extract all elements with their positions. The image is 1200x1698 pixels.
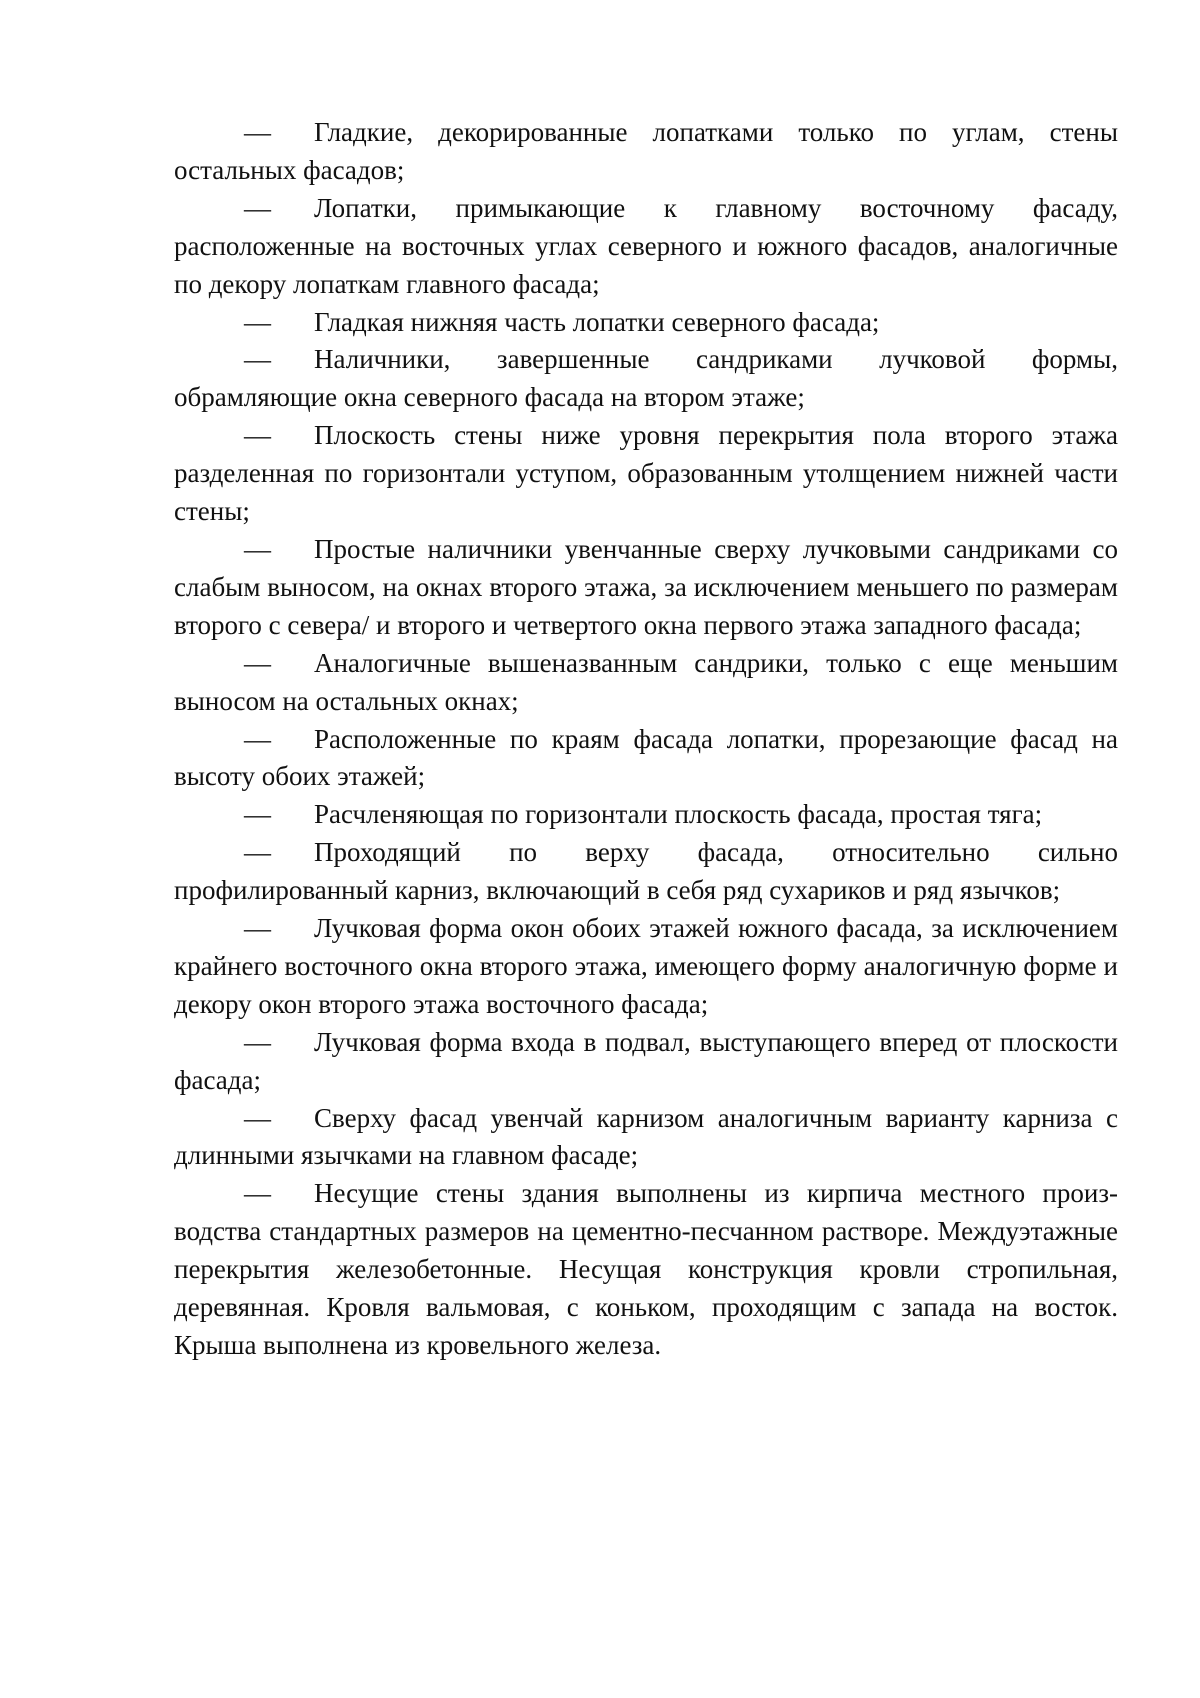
dash-marker: — [244,647,271,678]
list-item [174,417,1118,531]
list-item-text: Проходящий по верху фасада, относительно сильно профилированный карниз, включающий в себя ряд сухариков и ряд язычков; [174,837,1118,906]
list-item-text: Лучковая форма окон обоих этажей южного фасада, за исключением крайнего восточного окна второго этажа, имеющего форму аналогичную форме и декору окон второго этажа восточного фасада; [174,913,1118,1019]
dash-marker: — [244,1026,271,1057]
list-item [174,304,1118,342]
list-item-text: Плоскость стены ниже уровня перекрытия пола второго этажа разделенная по горизонтали уступом, образованным утолщением нижней части стены; [174,420,1118,527]
list-item-text: Лопатки, примыкающие к главному восточному фасаду, расположенные на восточных углах северного и южного фасадов, аналогичные по декору лопаткам главного фасада; [174,192,1118,299]
list-item [174,190,1118,304]
dash-marker: — [244,117,271,147]
dash-marker: — [244,1178,271,1209]
list-item-text: Расположенные по краям фасада лопатки, прорезающие фасад на высоту обоих этажей; [174,723,1118,792]
list-item-text: Сверху фасад увенчай карнизом аналогичным варианту карниза с длинными язычками на главном фасаде; [174,1102,1118,1171]
list-item [174,910,1118,1024]
list-item [174,1100,1118,1176]
list-item [174,1175,1118,1365]
list-item-text: Несущие стены здания выполнены из кирпича местного производства стандартных размеров на цементно-песчанном растворе. Междуэтажные перекрытия железобетонные. Несущая конструкция кровли стропильная, деревянная. Кровля вальмовая, с коньком, проходящим с запада на восток. Крыша выполнена из кровельного железа. [174,1178,1118,1360]
list-item-text: Наличники, завершенные сандриками лучковой формы, обрамляющие окна северного фасада на втором этаже; [174,344,1118,413]
dash-marker: — [244,344,271,375]
dash-marker: — [244,533,271,564]
dash-marker: — [244,837,271,868]
list-item-text: Гладкие, декорированные лопатками только по углам, стены остальных фасадов; [174,117,1118,185]
dash-marker: — [244,192,271,223]
list-item [174,834,1118,910]
list-item [174,341,1118,417]
list-item-text: Аналогичные вышеназванным сандрики, только с еще меньшим выносом на остальных окнах; [174,647,1118,716]
dash-marker: — [244,1102,271,1133]
list-item [174,796,1118,834]
dash-marker: — [244,420,271,451]
list-item-text: Лучковая форма входа в подвал, выступающего вперед от плоскости фасада; [174,1026,1118,1095]
dash-marker: — [244,306,271,337]
dash-marker: — [244,913,271,944]
dash-marker: — [244,723,271,754]
text-block [174,114,1118,1365]
list-item [174,531,1118,645]
list-item [174,1024,1118,1100]
list-item-text: Простые наличники увенчанные сверху лучковыми сандриками со слабым выносом, на окнах второго этажа, за исключением меньшего по размерам второго с севера/ и второго и четвертого окна первого этажа западного фасада; [174,533,1118,640]
list-item-text: Гладкая нижняя часть лопатки северного фасада; [314,306,880,337]
dash-marker: — [244,799,271,830]
list-item [174,114,1118,190]
list-item [174,645,1118,721]
list-item [174,721,1118,797]
list-item-text: Расчленяющая по горизонтали плоскость фасада, простая тяга; [314,799,1043,830]
